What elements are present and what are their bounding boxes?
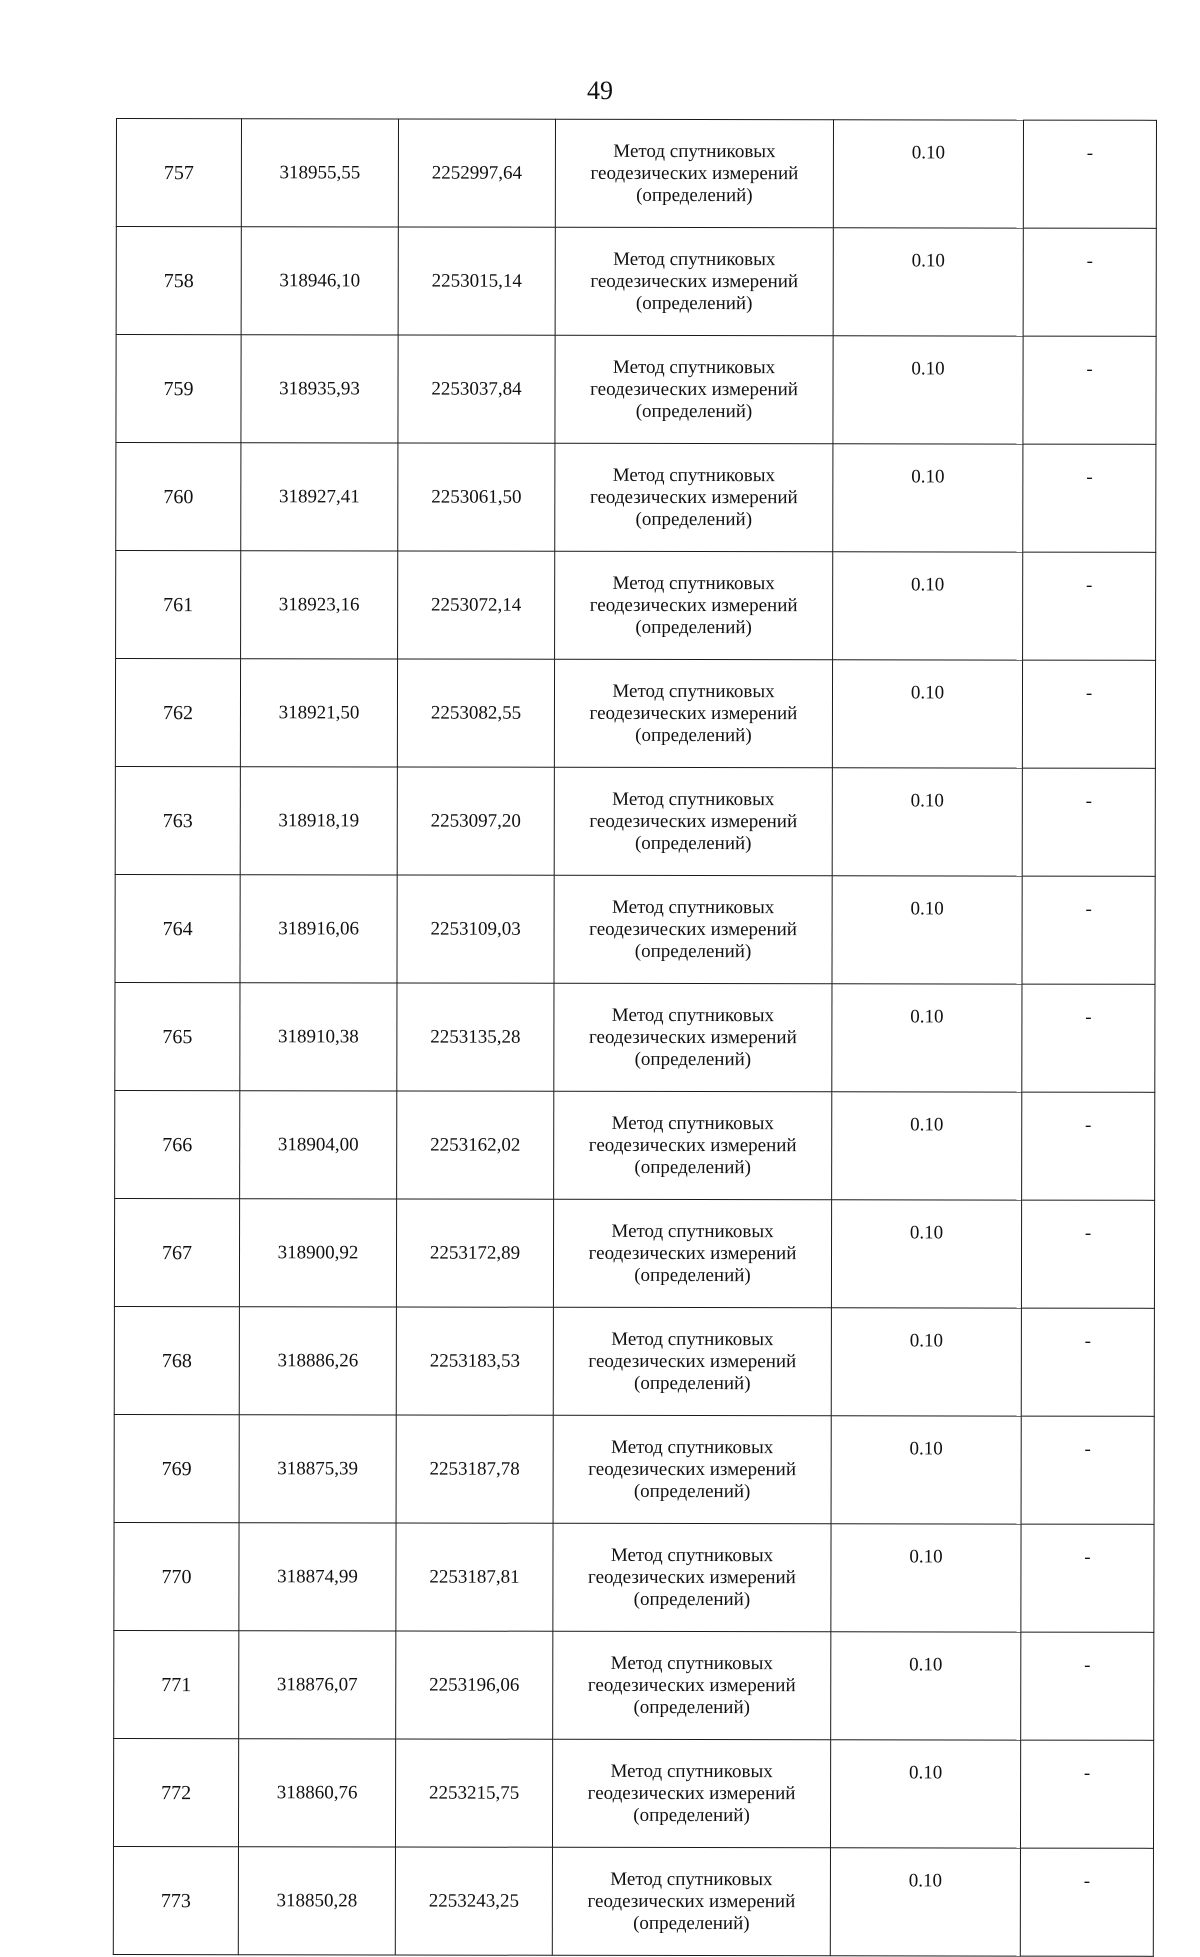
method-cell — [553, 1631, 831, 1739]
y-coordinate-cell: 2253187,81 — [396, 1523, 553, 1631]
point-number-cell: 770 — [114, 1522, 239, 1630]
method-line: геодезических измерений — [590, 162, 799, 184]
table-row — [115, 874, 1155, 984]
method-line: Метод спутниковых — [610, 1868, 773, 1890]
method-line: (определений) — [635, 616, 752, 638]
method-line: геодезических измерений — [588, 1458, 797, 1480]
y-coordinate-cell: 2253037,84 — [398, 335, 555, 443]
note-cell: - — [1022, 984, 1155, 1092]
method-line: Метод спутниковых — [610, 1760, 773, 1782]
method-line: (определений) — [634, 1372, 751, 1394]
method-cell — [555, 335, 833, 443]
table-row — [114, 1306, 1154, 1416]
point-number-cell: 763 — [115, 766, 240, 874]
x-coordinate-cell: 318875,39 — [239, 1415, 396, 1523]
method-line: геодезических измерений — [590, 270, 799, 292]
method-cell — [552, 1739, 830, 1847]
x-coordinate-cell: 318910,38 — [240, 983, 397, 1091]
accuracy-cell: 0.10 — [833, 228, 1023, 336]
accuracy-cell: 0.10 — [832, 660, 1022, 768]
accuracy-cell: 0.10 — [830, 1848, 1020, 1956]
method-line: (определений) — [635, 292, 753, 314]
accuracy-cell: 0.10 — [831, 1308, 1021, 1416]
x-coordinate-cell: 318850,28 — [238, 1847, 395, 1955]
method-line: геодезических измерений — [589, 486, 798, 508]
table-row — [114, 1522, 1154, 1632]
method-line: (определений) — [635, 724, 752, 746]
method-line: (определений) — [633, 1696, 751, 1718]
method-cell — [553, 1307, 831, 1415]
note-cell: - — [1023, 120, 1156, 228]
method-line: геодезических измерений — [589, 810, 798, 832]
method-line: (определений) — [634, 940, 752, 962]
table-row — [116, 227, 1156, 337]
accuracy-cell: 0.10 — [831, 1632, 1021, 1740]
accuracy-cell: 0.10 — [832, 984, 1022, 1092]
method-cell — [553, 1415, 831, 1523]
note-cell: - — [1021, 1632, 1154, 1740]
table-row — [116, 551, 1156, 661]
method-line: Метод спутниковых — [610, 1652, 773, 1674]
method-line: геодезических измерений — [587, 1674, 796, 1696]
method-line: геодезических измерений — [589, 918, 797, 940]
x-coordinate-cell: 318921,50 — [240, 659, 397, 767]
method-line: Метод спутниковых — [611, 896, 775, 918]
accuracy-cell: 0.10 — [832, 876, 1022, 984]
point-number-cell: 757 — [116, 119, 241, 227]
y-coordinate-cell: 2253109,03 — [397, 875, 554, 983]
table-row — [114, 1630, 1154, 1740]
method-line: Метод спутниковых — [612, 464, 776, 486]
coordinates-table-body — [113, 119, 1156, 1957]
y-coordinate-cell: 2253082,55 — [397, 659, 554, 767]
table-row — [115, 766, 1155, 876]
accuracy-cell: 0.10 — [833, 120, 1023, 228]
y-coordinate-cell: 2253162,02 — [397, 1091, 554, 1199]
method-line: Метод спутниковых — [611, 1220, 774, 1242]
note-cell: - — [1020, 1848, 1153, 1956]
note-cell: - — [1023, 228, 1156, 336]
x-coordinate-cell: 318955,55 — [241, 119, 398, 227]
x-coordinate-cell: 318874,99 — [239, 1523, 396, 1631]
note-cell: - — [1021, 1416, 1154, 1524]
point-number-cell: 760 — [116, 443, 241, 551]
method-cell — [555, 551, 833, 659]
point-number-cell: 761 — [116, 551, 241, 659]
accuracy-cell: 0.10 — [831, 1524, 1021, 1632]
table-row — [115, 982, 1155, 1092]
method-cell — [553, 1199, 831, 1307]
method-cell — [555, 227, 833, 335]
table-row — [113, 1846, 1153, 1956]
point-number-cell: 759 — [116, 335, 241, 443]
method-cell — [554, 1091, 832, 1199]
y-coordinate-cell: 2253196,06 — [396, 1631, 553, 1739]
point-number-cell: 768 — [114, 1306, 239, 1414]
method-cell — [555, 443, 833, 551]
method-line: (определений) — [634, 1264, 751, 1286]
note-cell: - — [1021, 1524, 1154, 1632]
accuracy-cell: 0.10 — [830, 1740, 1020, 1848]
table-row — [114, 1414, 1154, 1524]
method-line: геодезических измерений — [587, 1782, 796, 1804]
accuracy-cell: 0.10 — [833, 336, 1023, 444]
method-cell — [554, 983, 832, 1091]
table-row — [115, 1090, 1155, 1200]
method-line: геодезических измерений — [588, 1026, 797, 1048]
method-line: (определений) — [633, 1912, 750, 1934]
x-coordinate-cell: 318876,07 — [239, 1631, 396, 1739]
method-line: Метод спутниковых — [612, 680, 775, 702]
note-cell: - — [1022, 768, 1155, 876]
accuracy-cell: 0.10 — [833, 552, 1023, 660]
method-line: (определений) — [634, 832, 752, 854]
note-cell: - — [1021, 1308, 1154, 1416]
method-line: геодезических измерений — [590, 378, 798, 400]
method-line: (определений) — [634, 1048, 752, 1070]
note-cell: - — [1020, 1740, 1153, 1848]
method-cell — [554, 659, 832, 767]
method-line: Метод спутниковых — [612, 356, 776, 378]
method-cell — [552, 1847, 830, 1955]
x-coordinate-cell: 318886,26 — [239, 1307, 396, 1415]
y-coordinate-cell: 2253061,50 — [398, 443, 555, 551]
method-line: (определений) — [636, 184, 753, 206]
method-line: Метод спутниковых — [611, 1112, 774, 1134]
x-coordinate-cell: 318916,06 — [240, 875, 397, 983]
method-cell — [554, 767, 832, 875]
y-coordinate-cell: 2253215,75 — [395, 1739, 552, 1847]
table-row — [114, 1198, 1154, 1308]
method-line: геодезических измерений — [588, 1350, 797, 1372]
method-line: геодезических измерений — [588, 1134, 797, 1156]
method-line: (определений) — [633, 1804, 750, 1826]
note-cell: - — [1021, 1200, 1154, 1308]
x-coordinate-cell: 318923,16 — [241, 551, 398, 659]
accuracy-cell: 0.10 — [831, 1200, 1021, 1308]
y-coordinate-cell: 2253135,28 — [397, 983, 554, 1091]
table-row — [115, 659, 1155, 769]
y-coordinate-cell: 2253097,20 — [397, 767, 554, 875]
y-coordinate-cell: 2252997,64 — [398, 119, 555, 227]
y-coordinate-cell: 2253015,14 — [398, 227, 555, 335]
method-line: Метод спутниковых — [611, 1328, 774, 1350]
y-coordinate-cell: 2253172,89 — [396, 1199, 553, 1307]
method-line: (определений) — [635, 508, 753, 530]
y-coordinate-cell: 2253183,53 — [396, 1307, 553, 1415]
accuracy-cell: 0.10 — [832, 1092, 1022, 1200]
note-cell: - — [1022, 1092, 1155, 1200]
x-coordinate-cell: 318860,76 — [238, 1739, 395, 1847]
method-line: геодезических измерений — [588, 1242, 797, 1264]
y-coordinate-cell: 2253072,14 — [398, 551, 555, 659]
method-line: (определений) — [635, 400, 753, 422]
method-line: геодезических измерений — [587, 1890, 796, 1912]
method-line: геодезических измерений — [589, 702, 798, 724]
point-number-cell: 771 — [114, 1630, 239, 1738]
point-number-cell: 765 — [115, 982, 240, 1090]
x-coordinate-cell: 318918,19 — [240, 767, 397, 875]
method-line: геодезических измерений — [588, 1566, 796, 1588]
table-row — [116, 335, 1156, 445]
coordinates-table — [113, 118, 1157, 1957]
point-number-cell: 769 — [114, 1414, 239, 1522]
note-cell: - — [1022, 876, 1155, 984]
method-line: Метод спутниковых — [613, 140, 776, 162]
table-row — [113, 1738, 1153, 1848]
method-line: Метод спутниковых — [611, 1004, 775, 1026]
y-coordinate-cell: 2253243,25 — [395, 1847, 552, 1955]
point-number-cell: 772 — [113, 1738, 238, 1846]
accuracy-cell: 0.10 — [833, 444, 1023, 552]
note-cell: - — [1023, 336, 1156, 444]
accuracy-cell: 0.10 — [832, 768, 1022, 876]
x-coordinate-cell: 318900,92 — [239, 1199, 396, 1307]
table-row — [116, 443, 1156, 553]
method-line: Метод спутниковых — [612, 788, 775, 810]
accuracy-cell: 0.10 — [831, 1416, 1021, 1524]
x-coordinate-cell: 318946,10 — [241, 227, 398, 335]
note-cell: - — [1022, 660, 1155, 768]
method-line: Метод спутниковых — [612, 572, 775, 594]
method-line: (определений) — [633, 1588, 751, 1610]
point-number-cell: 767 — [114, 1198, 239, 1306]
y-coordinate-cell: 2253187,78 — [396, 1415, 553, 1523]
table-row — [116, 119, 1156, 229]
x-coordinate-cell: 318935,93 — [241, 335, 398, 443]
method-line: Метод спутниковых — [613, 248, 776, 270]
x-coordinate-cell: 318904,00 — [240, 1091, 397, 1199]
method-line: геодезических измерений — [589, 594, 798, 616]
method-cell — [553, 1523, 831, 1631]
point-number-cell: 766 — [115, 1090, 240, 1198]
point-number-cell: 764 — [115, 874, 240, 982]
x-coordinate-cell: 318927,41 — [241, 443, 398, 551]
method-line: (определений) — [634, 1156, 751, 1178]
method-cell — [554, 875, 832, 983]
note-cell: - — [1023, 444, 1156, 552]
method-line: (определений) — [633, 1480, 751, 1502]
method-cell — [555, 119, 833, 227]
page-number: 49 — [587, 76, 613, 105]
point-number-cell: 773 — [113, 1846, 238, 1954]
note-cell: - — [1023, 552, 1156, 660]
method-line: Метод спутниковых — [611, 1436, 774, 1458]
method-line: Метод спутниковых — [610, 1544, 774, 1566]
point-number-cell: 762 — [115, 659, 240, 767]
point-number-cell: 758 — [116, 227, 241, 335]
